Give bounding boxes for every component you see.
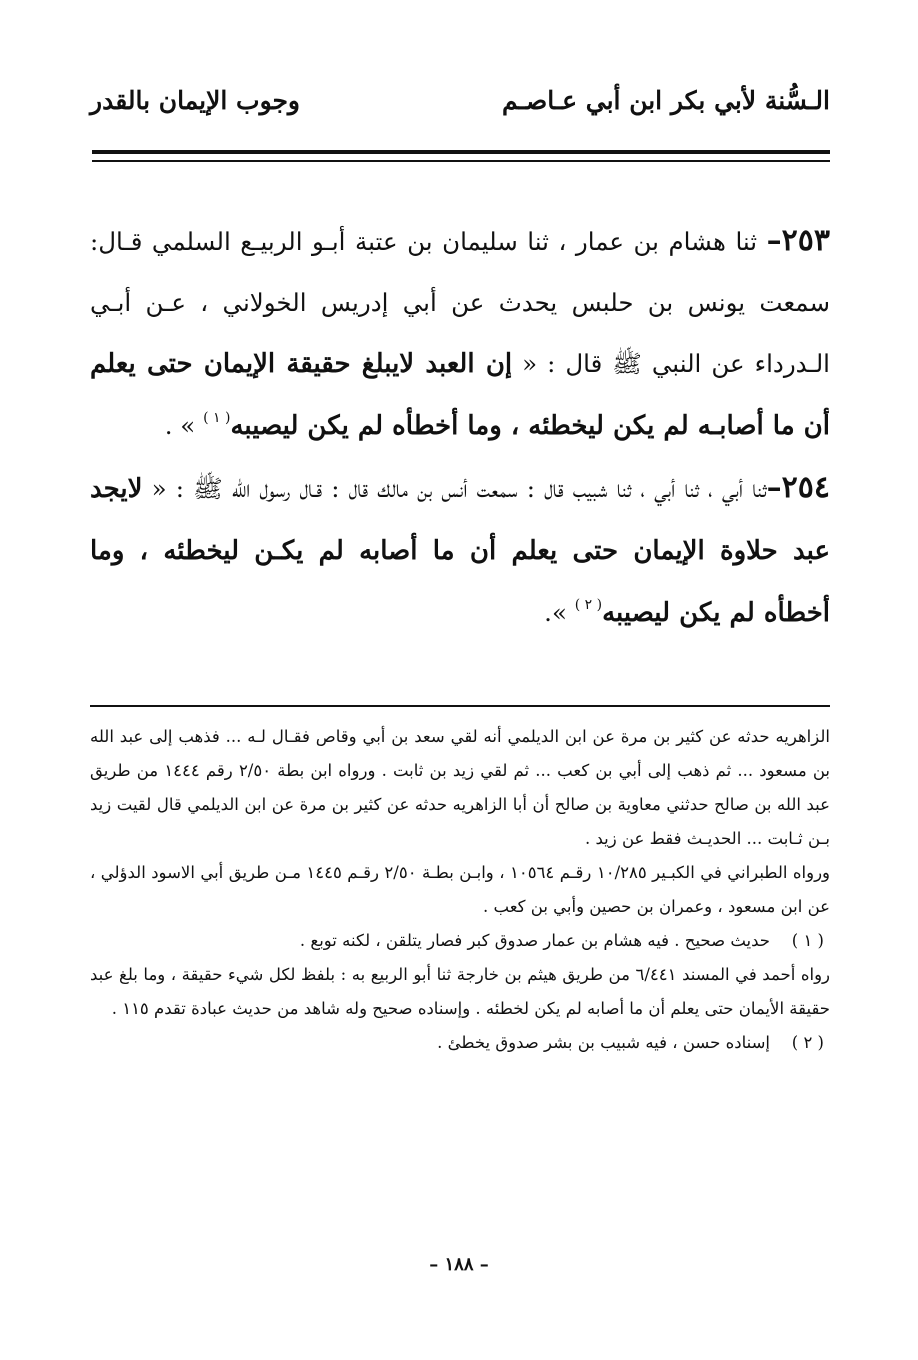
- footnote-continuation: الزاهريه حدثه عن كثير بن مرة عن ابن الديلمي أنه لقي سعد بن أبي وقاص فقـال لـه ... فذهب إلى عبد الله بن مسعود ... ثم ذهب إلى أبي بن كعب ... ثم لقي زيد بن ثابت . ورواه ابن بطة ٢/٥٠ رقم ١٤٤٤ من طريق عبد الله بن صالح حدثني معاوية بن صالح أن أبا الزاهريه حدثه عن كثير بن مرة عن ابن الديلمي قال لقيت زيد بـن ثـابت ... الحديـث فقط عن زيد .: [90, 727, 831, 848]
- footnote-continuation: ورواه الطبراني في الكبـير ١٠/٢٨٥ رقـم ١٠٥٦٤ ، وابـن بطـة ٢/٥٠ رقـم ١٤٤٥ مـن طريق أبي الاسود الدؤلي ، عن ابن مسعود ، وعمران بن حصين وأبي بن كعب .: [90, 863, 831, 916]
- main-text: [90, 210, 830, 644]
- chapter-title: وجوب الإيمان بالقدر: [90, 85, 301, 115]
- hadith-number: ٢٥٤–: [766, 470, 830, 505]
- hadith-end: » .: [164, 411, 204, 440]
- hadith-chain: ثنا أبي ، ثنا أبي ، ثنا شبيب قال : سمعت أنس بن مالك قال : قـال رسول الله ﷺ : «: [142, 474, 767, 503]
- footnote-marker: ( ١ ): [791, 931, 824, 950]
- footnotes: [90, 720, 830, 1060]
- hadith-253: [90, 210, 830, 457]
- footnote-separator: [90, 705, 830, 707]
- footnote-ref: ( ٢ ): [574, 597, 603, 613]
- footnote-text: إسناده حسن ، فيه شبيب بن بشر صدوق يخطئ .: [437, 1033, 770, 1052]
- hadith-end: ».: [544, 598, 575, 627]
- hadith-number: ٢٥٣–: [766, 223, 830, 258]
- footnote-1-continued: رواه أحمد في المسند ٦/٤٤١ من طريق هيثم بن خارجة ثنا أبو الربيع به : بلفظ لكل شيء حقيقة ، وما بلغ عبد حقيقة الأيمان حتى يعلم أن ما أصابه لم يكن لخطئه . وإسناده صحيح وله شاهد من حديث عبادة تقدم ١١٥ .: [90, 965, 831, 1018]
- hadith-matn: لايجد عبد حلاوة الإيمان حتى يعلم أن ما أصابه لم يكـن ليخطئه ، وما أخطأه لم يكن ليصيبه: [90, 474, 830, 628]
- footnote-text: حديث صحيح . فيه هشام بن عمار صدوق كبر فصار يتلقن ، لكنه توبع .: [299, 931, 770, 950]
- running-header: [90, 80, 830, 120]
- page-number: – ١٨٨ –: [429, 1254, 489, 1275]
- footnote-2: [90, 1026, 830, 1060]
- header-rule-thin: [92, 160, 830, 162]
- footnote-ref: ( ١ ): [203, 410, 231, 426]
- hadith-matn: إن العبد لايبلغ حقيقة الإيمان حتى يعلم أن ما أصابـه لم يكن ليخطئه ، وما أخطأه لم يكن ليصيبه: [90, 349, 830, 441]
- footnote-1: [90, 924, 830, 958]
- book-title: الـسُّنة لأبي بكر ابن أبي عـاصـم: [502, 85, 830, 115]
- header-rule-thick: [92, 150, 830, 154]
- footnote-marker: ( ٢ ): [791, 1033, 824, 1052]
- hadith-254: [90, 457, 830, 644]
- hadith-chain: ثنا هشام بن عمار ، ثنا سليمان بن عتبة أبـو الربيـع السلمي قـال: سمعت يونس بن حلبس يحدث عن أبي إدريس الخولاني ، عـن أبـي الـدرداء عن النبي ﷺ قال : «: [90, 227, 830, 378]
